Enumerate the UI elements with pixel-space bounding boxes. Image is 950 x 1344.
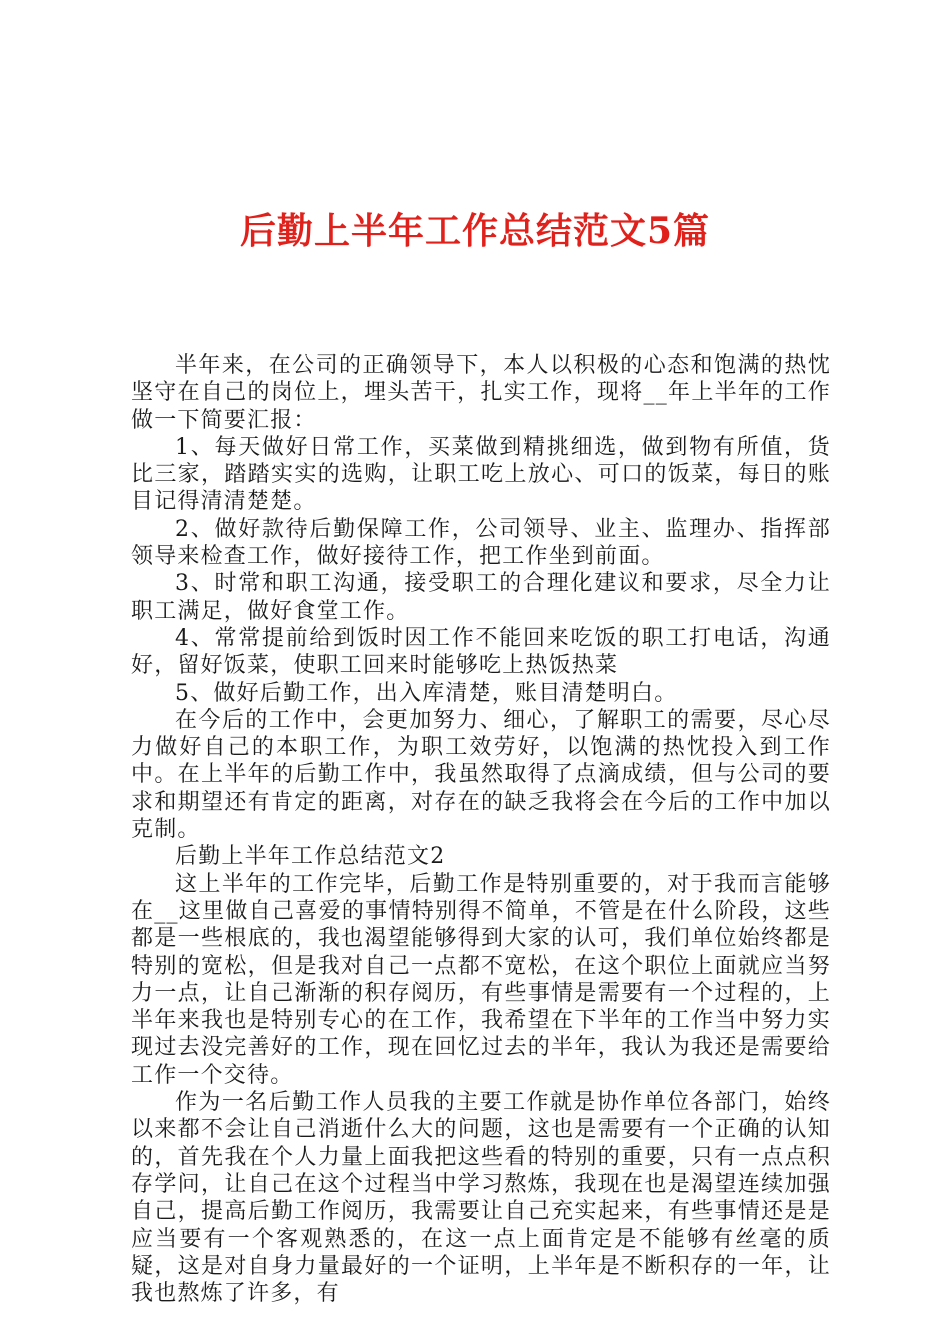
section-heading: 后勤上半年工作总结范文2 [175,844,446,870]
paragraph: 在今后的工作中，会更加努力、细心，了解职工的需要，尽心尽力做好自己的本职工作，为职工效劳好，以饱满的热忱投入到工作中。在上半年的后勤工作中，我虽然取得了点滴成绩，但与公司的要求和期望还有肯定的距离，对存在的缺乏我将会在今后的工作中加以克制。 [131,707,831,843]
paragraph: 这上半年的工作完毕，后勤工作是特别重要的，对于我而言能够在__这里做自己喜爱的事情特别得不简单，不管是在什么阶段，这些都是一些根底的，我也渴望能够得到大家的认可，我们单位始终都是特别的宽松，但是我对自己一点都不宽松，在这个职位上面就应当努力一点，让自己渐渐的积存阅历，有些事情是需要有一个过程的，上半年来我也是特别专心的在工作，我希望在下半年的工作当中努力实现过去没完善好的工作，现在回忆过去的半年，我认为我还是需要给工作一个交待。 [131,871,831,1088]
paragraph: 1、每天做好日常工作，买菜做到精挑细选，做到物有所值，货比三家，踏踏实实的选购，让职工吃上放心、可口的饭菜，每日的账目记得清清楚楚。 [131,434,831,515]
paragraph: 3、时常和职工沟通，接受职工的合理化建议和要求，尽全力让职工满足，做好食堂工作。 [131,571,831,624]
paragraph: 4、常常提前给到饭时因工作不能回来吃饭的职工打电话，沟通好，留好饭菜，使职工回来时能够吃上热饭热菜 [131,625,831,679]
paragraph: 作为一名后勤工作人员我的主要工作就是协作单位各部门，始终以来都不会让自己消逝什么大的问题，这也是需要有一个正确的认知的，首先我在个人力量上面我把这些看的特别的重要，只有一点点积存学问，让自己在这个过程当中学习熬炼，我现在也是渴望连续加强自己，提高后勤工作阅历，我需要让自己充实起来，有些事情还是是应当要有一个客观熟悉的，在这一点上面肯定是不能够有丝毫的质疑，这是对自身力量最好的一个证明，上半年是不断积存的一年，让我也熬炼了许多，有 [131,1090,831,1307]
document-title: 后勤上半年工作总结范文5篇 [239,210,711,252]
paragraph: 2、做好款待后勤保障工作，公司领导、业主、监理办、指挥部领导来检查工作，做好接待工作，把工作坐到前面。 [131,516,831,570]
document-body [131,352,831,1307]
paragraph: 半年来，在公司的正确领导下，本人以积极的心态和饱满的热忱坚守在自己的岗位上，埋头苦干，扎实工作，现将__年上半年的工作做一下简要汇报： [131,353,831,433]
paragraph: 5、做好后勤工作，出入库清楚，账目清楚明白。 [175,680,678,706]
